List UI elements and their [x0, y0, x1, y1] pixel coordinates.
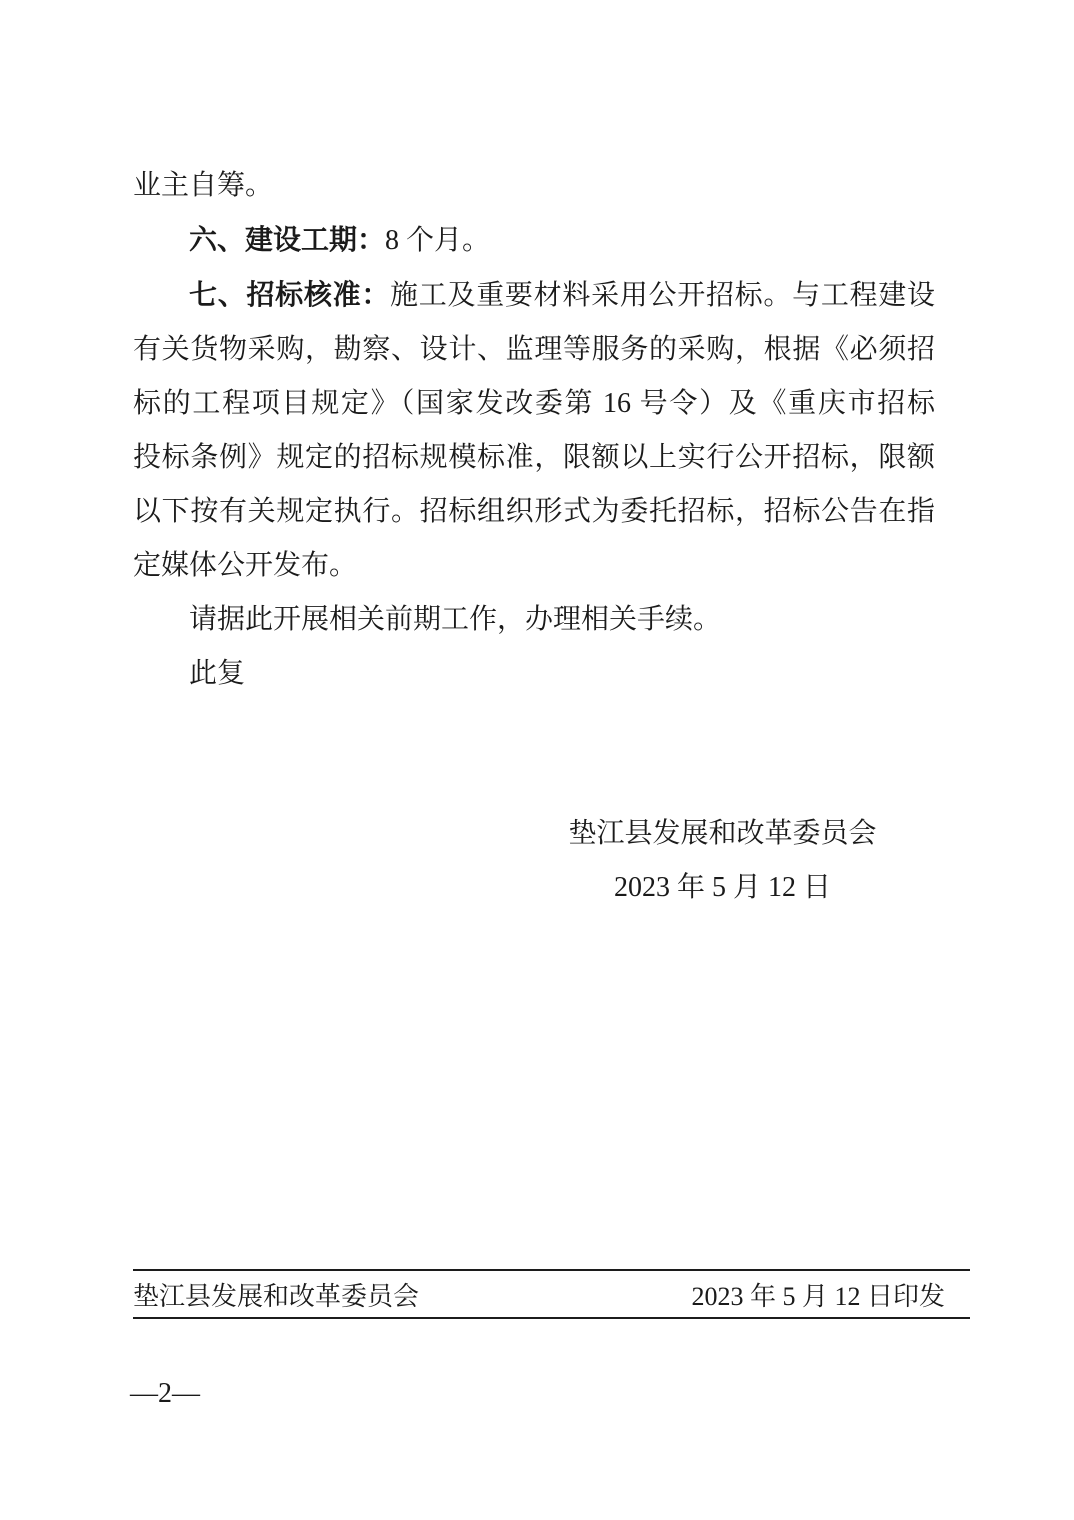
- item-7-line-6: 定媒体公开发布。: [133, 550, 358, 581]
- item-7-line-4: 投标条例》规定的招标规模标准，限额以上实行公开招标，限额: [133, 442, 935, 473]
- signature-agency: 垫江县发展和改革委员会: [568, 818, 877, 849]
- signature-date: 2023 年 5 月 12 日: [613, 872, 831, 903]
- item-7-line-2: 有关货物采购，勘察、设计、监理等服务的采购，根据《必须招: [133, 334, 935, 365]
- closing-phrase-line: 此复: [189, 658, 246, 689]
- item-7-line-5: 以下按有关规定执行。招标组织形式为委托招标，招标公告在指: [133, 496, 935, 527]
- item-6-line: [133, 213, 935, 268]
- item-7-line-3: 标的工程项目规定》（国家发改委第 16 号令）及《重庆市招标: [133, 388, 935, 419]
- page-number: —2—: [130, 1378, 200, 1409]
- item-7-text-start: 施工及重要材料采用公开招标。与工程建设: [390, 280, 935, 311]
- paragraph-continuation: 业主自筹。: [133, 170, 274, 201]
- closing-request-line: 请据此开展相关前期工作，办理相关手续。: [189, 604, 722, 635]
- item-6-text: 8 个月。: [385, 225, 491, 256]
- item-7-line-1: [133, 268, 935, 323]
- colophon-bar: [133, 1269, 970, 1319]
- colophon-issuer: 垫江县发展和改革委员会: [133, 1281, 420, 1311]
- item-7-heading: 七、招标核准：: [189, 279, 391, 310]
- document-body: [133, 159, 935, 701]
- colophon-print-date: 2023 年 5 月 12 日印发: [691, 1281, 945, 1311]
- item-6-heading: 六、建设工期：: [189, 224, 386, 255]
- signature-block: [555, 807, 890, 915]
